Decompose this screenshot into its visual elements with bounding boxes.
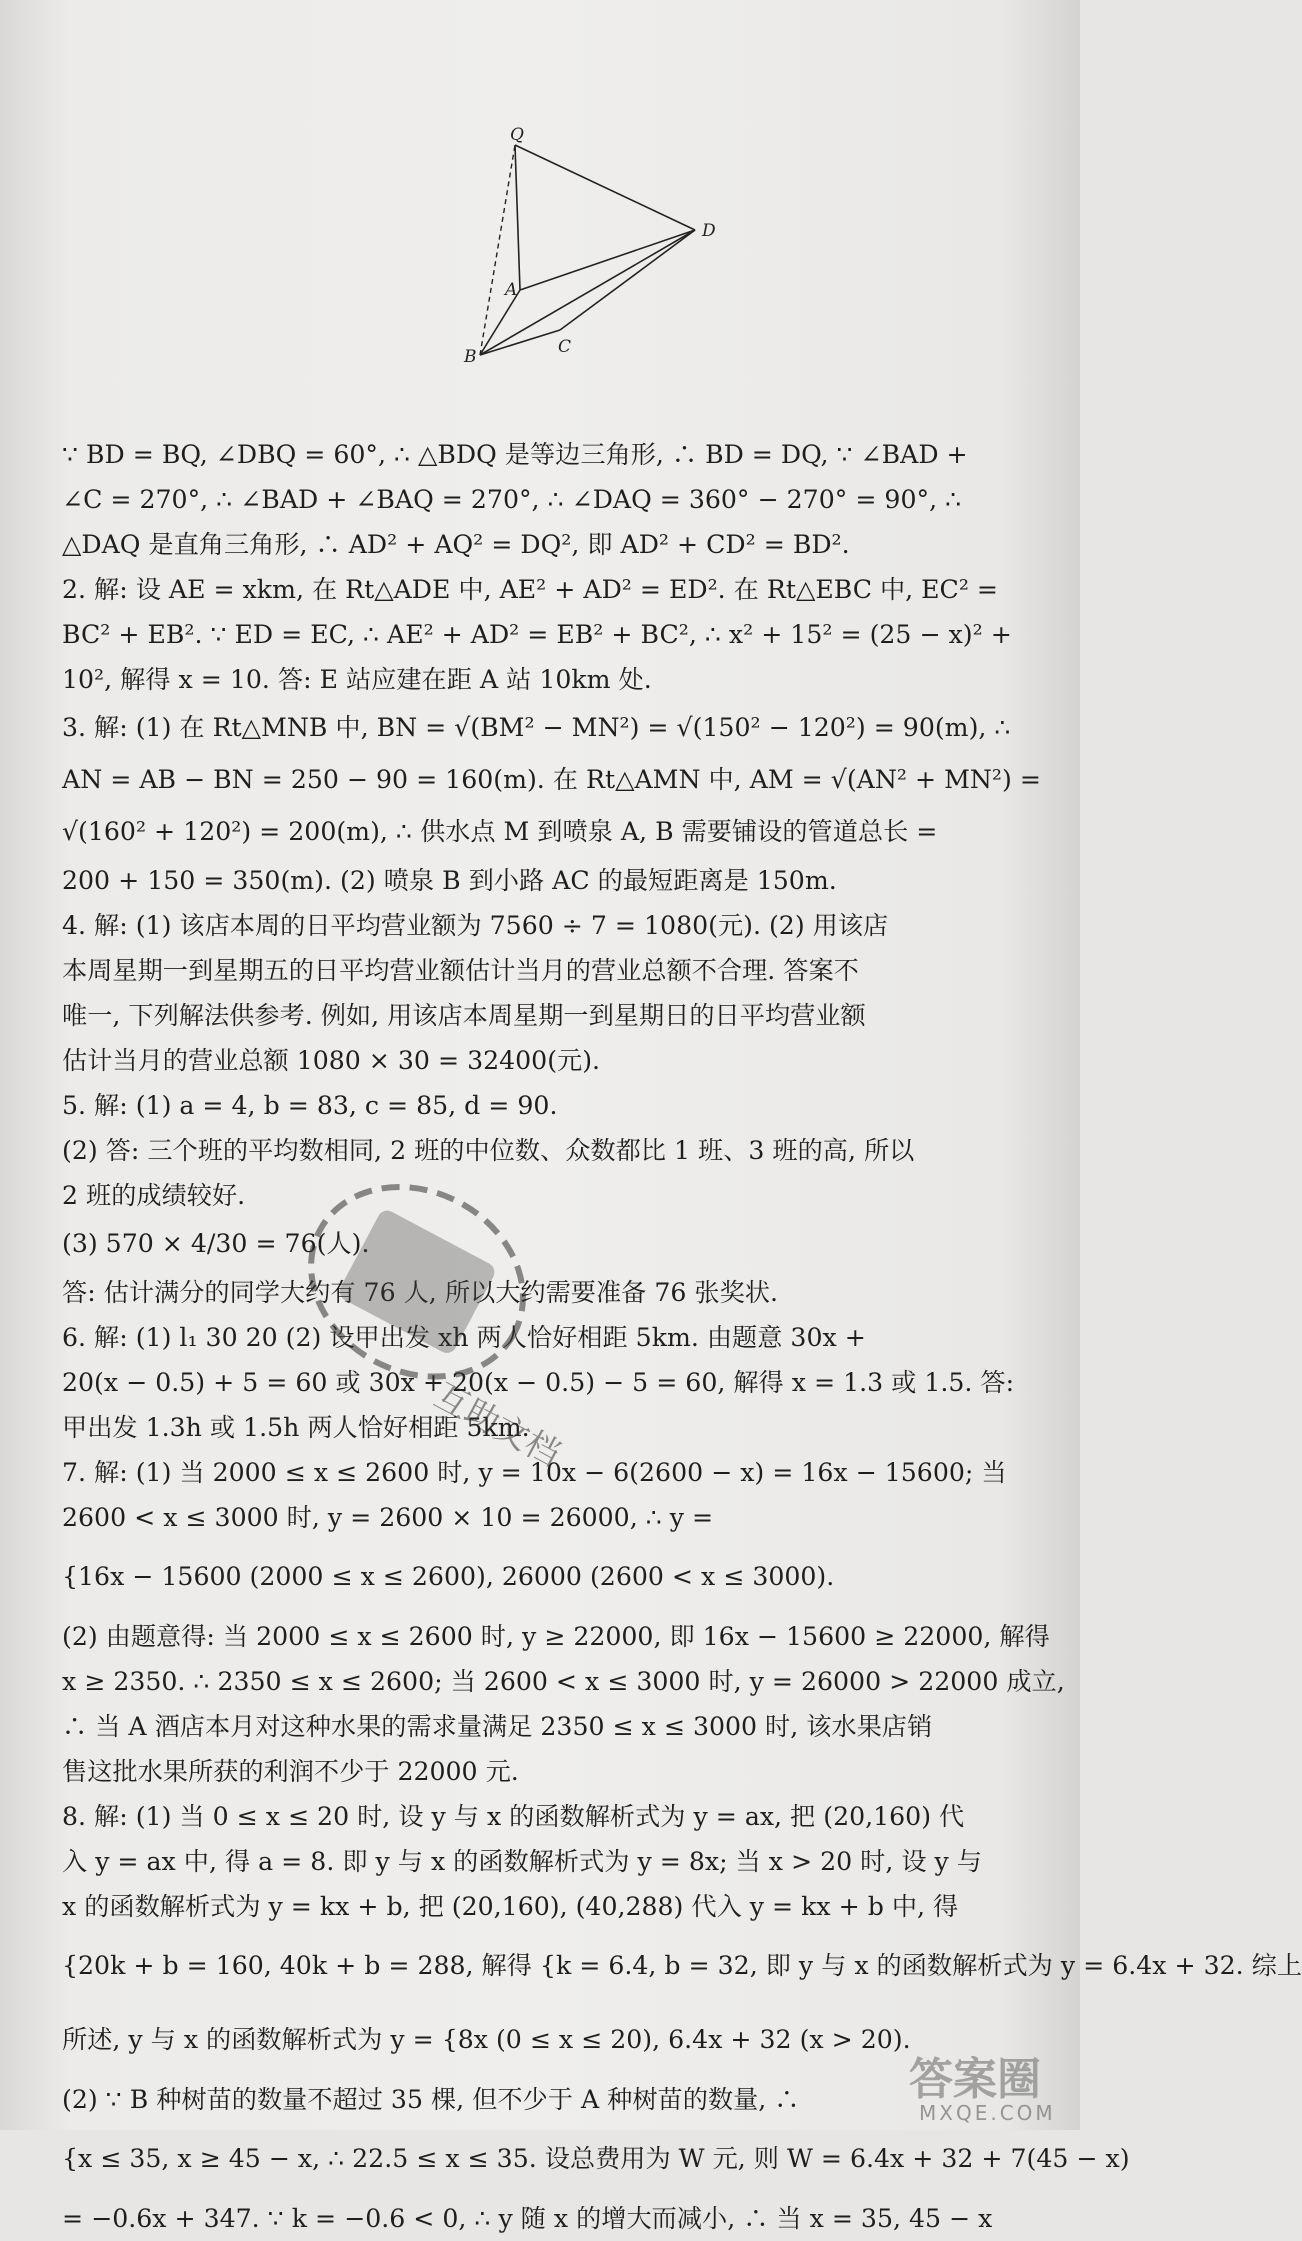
text-line: BC² + EB². ∵ ED = EC, ∴ AE² + AD² = EB² + BC², ∴ x² + 15² = (25 − x)² + [62, 620, 1012, 649]
geometry-figure [464, 125, 770, 390]
text-line: ∠C = 270°, ∴ ∠BAD + ∠BAQ = 270°, ∴ ∠DAQ = 360° − 270° = 90°, ∴ [62, 485, 962, 514]
text-line: 唯一, 下列解法供参考. 例如, 用该店本周星期一到星期日的日平均营业额 [62, 1001, 866, 1030]
text-line: ∵ BD = BQ, ∠DBQ = 60°, ∴ △BDQ 是等边三角形, ∴ BD = DQ, ∵ ∠BAD + [62, 440, 968, 469]
text-line: 6. 解: (1) l₁ 30 20 (2) 设甲出发 xh 两人恰好相距 5km. 由题意 30x + [62, 1323, 866, 1352]
text-line: x ≥ 2350. ∴ 2350 ≤ x ≤ 2600; 当 2600 < x ≤ 3000 时, y = 26000 > 22000 成立, [62, 1667, 1065, 1696]
text-line: (2) ∵ B 种树苗的数量不超过 35 棵, 但不少于 A 种树苗的数量, ∴ [62, 2085, 800, 2114]
text-line: 甲出发 1.3h 或 1.5h 两人恰好相距 5km. [62, 1413, 530, 1442]
text-line: 2 班的成绩较好. [62, 1181, 246, 1210]
text-line: x 的函数解析式为 y = kx + b, 把 (20,160), (40,288) 代入 y = kx + b 中, 得 [62, 1892, 959, 1921]
vertex-label-d: D [702, 221, 716, 241]
svg-text:互助文档: 互助文档 [427, 1375, 567, 1475]
quadrilateral-diagram [464, 125, 770, 390]
text-line: 3. 解: (1) 在 Rt△MNB 中, BN = √(BM² − MN²) = √(150² − 120²) = 90(m), ∴ [62, 713, 1011, 742]
text-line: 答: 估计满分的同学大约有 76 人, 所以大约需要准备 76 张奖状. [62, 1278, 778, 1307]
text-line: {16x − 15600 (2000 ≤ x ≤ 2600), 26000 (2600 < x ≤ 3000). [62, 1562, 835, 1591]
vertex-label-c: C [558, 337, 572, 357]
text-line: 2600 < x ≤ 3000 时, y = 2600 × 10 = 26000, ∴ y = [62, 1503, 714, 1532]
site-watermark [905, 2050, 1075, 2125]
text-line: 10², 解得 x = 10. 答: E 站应建在距 A 站 10km 处. [62, 665, 652, 694]
text-line: △DAQ 是直角三角形, ∴ AD² + AQ² = DQ², 即 AD² + CD² = BD². [62, 530, 850, 559]
text-line: {20k + b = 160, 40k + b = 288, 解得 {k = 6.4, b = 32, 即 y 与 x 的函数解析式为 y = 6.4x + 32. 综上 [62, 1951, 1302, 1980]
text-line: 20(x − 0.5) + 5 = 60 或 30x + 20(x − 0.5) − 5 = 60, 解得 x = 1.3 或 1.5. 答: [62, 1368, 1015, 1397]
text-line: 本周星期一到星期五的日平均营业额估计当月的营业总额不合理. 答案不 [62, 956, 859, 985]
text-line: 售这批水果所获的利润不少于 22000 元. [62, 1757, 519, 1786]
text-line: 5. 解: (1) a = 4, b = 83, c = 85, d = 90. [62, 1091, 558, 1120]
text-line: 7. 解: (1) 当 2000 ≤ x ≤ 2600 时, y = 10x − 6(2600 − x) = 16x − 15600; 当 [62, 1458, 1007, 1487]
text-line: 入 y = ax 中, 得 a = 8. 即 y 与 x 的函数解析式为 y = 8x; 当 x > 20 时, 设 y 与 [62, 1847, 982, 1876]
text-line: 估计当月的营业总额 1080 × 30 = 32400(元). [62, 1046, 601, 1075]
text-line: (2) 答: 三个班的平均数相同, 2 班的中位数、众数都比 1 班、3 班的高, 所以 [62, 1136, 915, 1165]
text-line: 所述, y 与 x 的函数解析式为 y = {8x (0 ≤ x ≤ 20), 6.4x + 32 (x > 20). [62, 2025, 911, 2054]
text-line: AN = AB − BN = 250 − 90 = 160(m). 在 Rt△AMN 中, AM = √(AN² + MN²) = [62, 765, 1041, 794]
text-line: = −0.6x + 347. ∵ k = −0.6 < 0, ∴ y 随 x 的增大而减小, ∴ 当 x = 35, 45 − x [62, 2204, 993, 2233]
text-line: 200 + 150 = 350(m). (2) 喷泉 B 到小路 AC 的最短距离是 150m. [62, 866, 837, 895]
text-line: ∴ 当 A 酒店本月对这种水果的需求量满足 2350 ≤ x ≤ 3000 时, 该水果店销 [62, 1712, 933, 1741]
vertex-label-q: Q [510, 125, 524, 145]
text-line: (3) 570 × 4/30 = 76(人). [62, 1229, 370, 1258]
solution-text [62, 432, 1302, 2241]
vertex-label-b: B [464, 347, 477, 367]
svg-text:答案圈: 答案圈 [909, 2054, 1041, 2105]
text-line: 8. 解: (1) 当 0 ≤ x ≤ 20 时, 设 y 与 x 的函数解析式为 y = ax, 把 (20,160) 代 [62, 1802, 965, 1831]
text-line: 2. 解: 设 AE = xkm, 在 Rt△ADE 中, AE² + AD² = ED². 在 Rt△EBC 中, EC² = [62, 575, 999, 604]
vertex-label-a: A [505, 280, 518, 300]
text-line: √(160² + 120²) = 200(m), ∴ 供水点 M 到喷泉 A, B 需要铺设的管道总长 = [62, 817, 938, 846]
text-line: {x ≤ 35, x ≥ 45 − x, ∴ 22.5 ≤ x ≤ 35. 设总费用为 W 元, 则 W = 6.4x + 32 + 7(45 − x) [62, 2144, 1130, 2173]
text-line: 4. 解: (1) 该店本周的日平均营业额为 7560 ÷ 7 = 1080(元). (2) 用该店 [62, 911, 889, 940]
svg-text:MXQE.COM: MXQE.COM [919, 2101, 1056, 2125]
text-line: (2) 由题意得: 当 2000 ≤ x ≤ 2600 时, y ≥ 22000, 即 16x − 15600 ≥ 22000, 解得 [62, 1622, 1050, 1651]
